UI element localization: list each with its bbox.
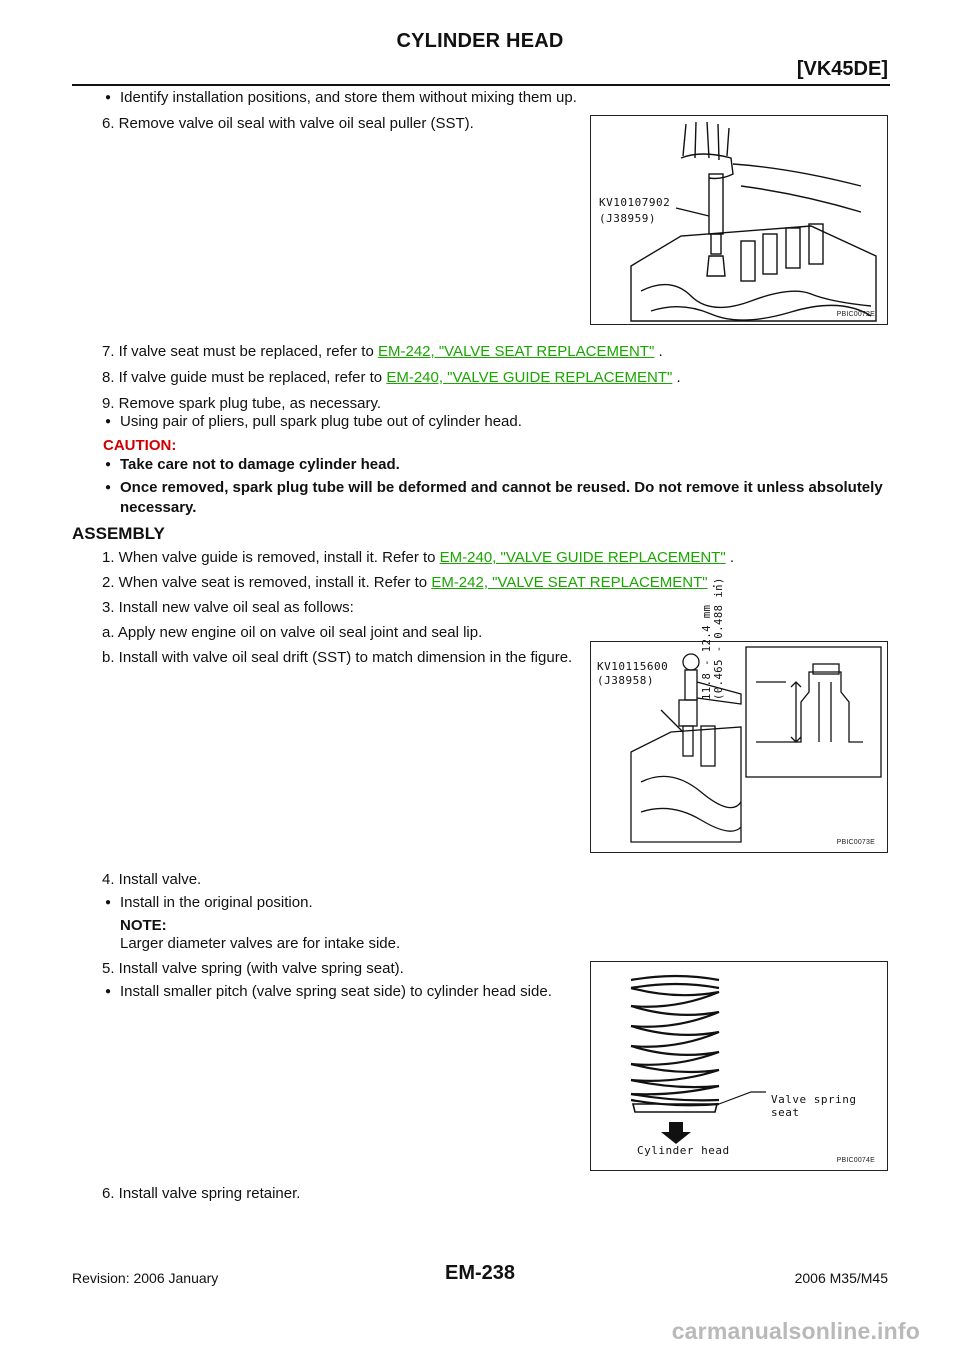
fig2-dimension-mm: 11.8 - 12.4 mm xyxy=(701,604,713,700)
identify-bullet: ● Identify installation positions, and store them without mixing them up. xyxy=(120,88,577,108)
figure-oil-seal-drift xyxy=(590,577,888,853)
step-9-spark-plug-tube: 9. Remove spark plug tube, as necessary. xyxy=(102,395,382,412)
assembly-step-5-bullet: ● Install smaller pitch (valve spring seat side) to cylinder head side. xyxy=(120,982,578,1002)
note-text: Larger diameter valves are for intake side. xyxy=(120,935,401,952)
header-rule xyxy=(72,84,890,86)
caution-item-1: ● Take care not to damage cylinder head. xyxy=(120,455,400,475)
caution-label: CAUTION: xyxy=(103,437,177,454)
fig2-tool-number: KV10115600 xyxy=(597,660,669,673)
footer-model: 2006 M35/M45 xyxy=(794,1270,888,1286)
page-number: EM-238 xyxy=(444,1262,516,1284)
fig1-tool-alt: (J38959) xyxy=(599,212,656,225)
assembly-step-3b: b. Install with valve oil seal drift (SST) to match dimension in the figure. xyxy=(102,649,573,666)
figure-oil-seal-puller xyxy=(590,115,888,325)
footer-revision: Revision: 2006 January xyxy=(72,1270,219,1286)
step-8-valve-guide: 8. If valve guide must be replaced, refer to EM-240, "VALVE GUIDE REPLACEMENT" . xyxy=(102,369,681,386)
assembly-step-2: 2. When valve seat is removed, install it. Refer to EM-242, "VALVE SEAT REPLACEMENT" . xyxy=(102,574,716,591)
fig2-tool-alt: (J38958) xyxy=(597,674,654,687)
fig1-code: PBIC0072E xyxy=(836,311,875,318)
fig3-valve-spring-seat-label: Valve spring seat xyxy=(771,1093,857,1119)
assembly-step-4: 4. Install valve. xyxy=(102,871,202,888)
fig1-tool-number: KV10107902 xyxy=(599,196,671,209)
caution-item-2: ● Once removed, spark plug tube will be deformed and cannot be reused. Do not remove it unless absolutely necessary. xyxy=(120,478,890,518)
assembly-step-1: 1. When valve guide is removed, install it. Refer to EM-240, "VALVE GUIDE REPLACEMENT" . xyxy=(102,549,735,566)
assembly-step-5: 5. Install valve spring (with valve spring seat). xyxy=(102,960,404,977)
engine-model-tag: [VK45DE] xyxy=(796,58,888,80)
assembly-step-4-bullet: ● Install in the original position. xyxy=(120,893,313,913)
fig3-cylinder-head-label: Cylinder head xyxy=(637,1144,730,1157)
note-label: NOTE: xyxy=(120,917,167,934)
assembly-step-3a: a. Apply new engine oil on valve oil seal joint and seal lip. xyxy=(102,624,483,641)
step-6-remove-oil-seal: 6. Remove valve oil seal with valve oil seal puller (SST). xyxy=(102,115,474,132)
page-title: CYLINDER HEAD xyxy=(396,30,564,52)
assembly-step-6: 6. Install valve spring retainer. xyxy=(102,1185,301,1202)
figure-valve-spring xyxy=(590,961,888,1171)
assembly-step-3: 3. Install new valve oil seal as follows: xyxy=(102,599,354,616)
watermark: carmanualsonline.info xyxy=(671,1318,920,1344)
link-valve-seat-replacement[interactable]: EM-242, "VALVE SEAT REPLACEMENT" xyxy=(377,343,655,360)
fig3-code: PBIC0074E xyxy=(836,1157,875,1164)
fig2-dimension-in: (0.465 - 0.488 in) xyxy=(713,577,725,700)
link-valve-seat-replacement-2[interactable]: EM-242, "VALVE SEAT REPLACEMENT" xyxy=(431,574,708,591)
step-9-bullet: ● Using pair of pliers, pull spark plug tube out of cylinder head. xyxy=(120,412,522,432)
valve-spring-illustration xyxy=(591,962,887,1170)
link-valve-guide-replacement-2[interactable]: EM-240, "VALVE GUIDE REPLACEMENT" xyxy=(439,549,726,566)
link-valve-guide-replacement[interactable]: EM-240, "VALVE GUIDE REPLACEMENT" xyxy=(386,369,673,386)
assembly-heading: ASSEMBLY xyxy=(72,524,165,543)
fig2-code: PBIC0073E xyxy=(836,839,875,846)
step-7-valve-seat: 7. If valve seat must be replaced, refer to EM-242, "VALVE SEAT REPLACEMENT" . xyxy=(102,343,663,360)
